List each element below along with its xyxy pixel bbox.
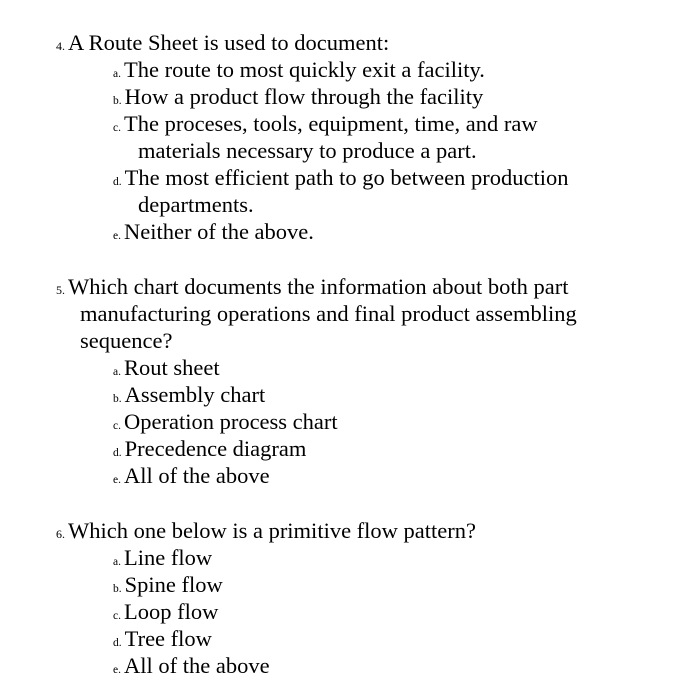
option-text: materials necessary to produce a part. xyxy=(138,138,477,163)
option-text: Neither of the above. xyxy=(123,219,314,244)
question-text: Which one below is a primitive flow pattern? xyxy=(68,518,476,543)
question-text: manufacturing operations and final product assembling xyxy=(80,301,577,326)
option-text: The route to most quickly exit a facility. xyxy=(123,57,485,82)
option-text: Assembly chart xyxy=(124,382,266,407)
question-text: A Route Sheet is used to document: xyxy=(68,30,390,55)
option-e xyxy=(113,218,314,250)
option-letter: a. xyxy=(113,68,121,80)
option-letter: e. xyxy=(113,664,121,676)
option-text: Tree flow xyxy=(124,626,212,651)
question-text: Which chart documents the information about both part xyxy=(68,274,569,299)
option-letter: d. xyxy=(113,637,122,649)
option-text: The proceses, tools, equipment, time, and raw xyxy=(123,111,538,136)
option-text: The most efficient path to go between production xyxy=(124,165,569,190)
option-text: Operation process chart xyxy=(123,409,338,434)
option-d-continuation xyxy=(138,191,254,218)
question-number: 6. xyxy=(56,527,65,541)
question-stem-continuation xyxy=(80,327,172,354)
option-text: Loop flow xyxy=(123,599,219,624)
option-e xyxy=(113,652,270,684)
option-letter: a. xyxy=(113,366,121,378)
option-letter: a. xyxy=(113,556,121,568)
option-e xyxy=(113,462,270,494)
question-number: 5. xyxy=(56,283,65,297)
option-letter: e. xyxy=(113,230,121,242)
option-text: How a product flow through the facility xyxy=(124,84,484,109)
option-letter: d. xyxy=(113,176,122,188)
option-text: Precedence diagram xyxy=(124,436,307,461)
question-text: sequence? xyxy=(80,328,173,353)
option-letter: e. xyxy=(113,474,121,486)
option-text: Spine flow xyxy=(124,572,223,597)
option-letter: d. xyxy=(113,447,122,459)
option-letter: c. xyxy=(113,610,121,622)
option-c-continuation xyxy=(138,137,477,164)
option-letter: b. xyxy=(113,95,122,107)
option-text: All of the above xyxy=(123,463,270,488)
question-stem-continuation xyxy=(80,300,577,327)
option-letter: b. xyxy=(113,393,122,405)
option-text: Rout sheet xyxy=(123,355,220,380)
option-text: All of the above xyxy=(123,653,270,678)
question-number: 4. xyxy=(56,39,65,53)
option-letter: c. xyxy=(113,420,121,432)
option-letter: b. xyxy=(113,583,122,595)
option-text: departments. xyxy=(138,192,254,217)
option-text: Line flow xyxy=(123,545,213,570)
option-letter: c. xyxy=(113,122,121,134)
